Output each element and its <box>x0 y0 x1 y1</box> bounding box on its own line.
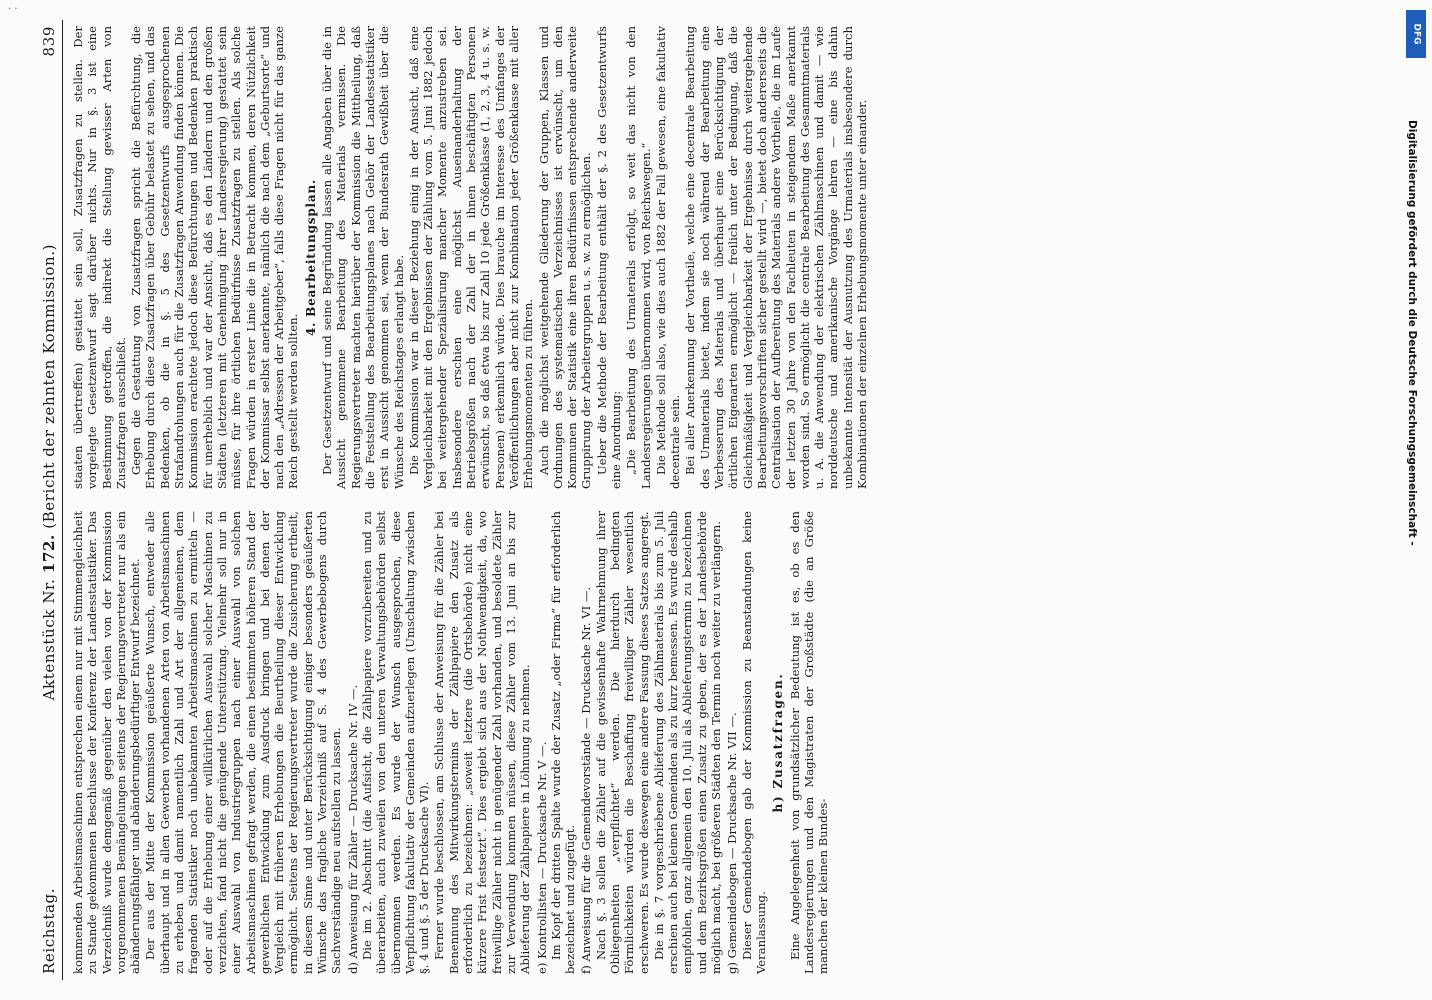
section-item: e) Kontrollisten — Drucksache Nr. V —. <box>534 741 549 974</box>
left-column <box>71 511 870 974</box>
paragraph: staaten übertreffen) gestattet sein soll, Zusatzfragen zu stellen. Der vorgelegte Gesetzentwurf sagt darüber nichts. Nur in §. 3 ist eine Bestimmung getroffen, die indirekt die Stellung gewisser Arten von Zusatzfragen ausschließt. <box>71 26 128 489</box>
commission-label: (Bericht der zehnten Kommission.) <box>40 243 58 529</box>
quotation: „Die Bearbeitung des Urmaterials erfolgt, so weit das nicht von den Landesregierungen übernommen wird, von Reichswegen.“ <box>624 26 653 489</box>
paragraph: Gegen die Gestattung von Zusatzfragen spricht die Befürchtung, die Erhebung durch diese Zusatzfragen über Gebühr belastet zu sehen, und das Bedenken, ob die in §. 5 des Gesetzentwurfs ausgesprochenen Strafandrohungen auch für die Zusatzfragen Anwendung finden können. Die Kommission erachtete jedoch diese Befürchtungen und Bedenken praktisch für unerheblich und war der Ansicht, daß es den Ländern und den großen Städten (letzteren mit Genehmigung ihrer Landesregierung) gestattet sein müsse, für ihre örtlichen Bedürfnisse Zusatzfragen zu stellen. Als solche Fragen würden in erster Linie die in Betracht kommen, deren Nützlichkeit der Kommissar selbst anerkannte, nämlich die nach dem „Geburtsorte“ und nach den „Adressen der Arbeitgeber“, falls diese Fragen nicht für das ganze Reich gestellt werden sollten. <box>129 26 301 489</box>
paragraph: Bei aller Anerkennung der Vortheile, welche eine decentrale Bearbeitung des Urmaterials bietet, indem sie noch während der Bearbeitung eine Verbesserung des Materials und überhaupt eine Berücksichtigung der örtlichen Eigenarten ermöglicht — freilich unter der Bedingung, daß die Gleichmäßigkeit und Vergleichbarkeit der Ergebnisse durch weitergehende Bearbeitungsvorschriften sicher gestellt wird —, bietet doch andererseits die Centralisation der Aufbereitung des Materials andere Vortheile, die im Laufe der letzten 30 Jahre von den Fachleuten in steigendem Maße anerkannt worden sind. So ermöglicht die centrale Bearbeitung des Gesammtmaterials u. A. die Anwendung der elektrischen Zählmaschinen und damit — wie norddeutsche und amerikanische Vorgänge lehren — eine bis dahin unbekannte Intensität der Ausnutzung des Urmaterials insbesondere durch Kombinationen der einzelnen Erhebungsmomente unter einander. <box>683 26 870 489</box>
paragraph: Die Methode soll also, wie dies auch 1882 der Fall gewesen, eine fakultativ decentrale sein. <box>653 26 683 489</box>
paragraph: Nach §. 3 sollen die Zähler auf die gewissenhafte Wahrnehmung ihrer Obliegenheiten „verpflichtet“ werden. Die hierdurch bedingten Förmlichkeiten würden die Beschaffung freiwilliger Zähler wesentlich erschweren. Es wurde deswegen eine andere Fassung dieses Satzes angeregt. <box>593 511 651 974</box>
dfg-logo-text: DFG <box>1411 23 1422 45</box>
dfg-logo <box>1406 10 1426 58</box>
running-head <box>40 20 63 980</box>
page-number: 839 <box>40 26 58 57</box>
paragraph: Die in §. 7 vorgeschriebene Ablieferung des Zählmaterials bis zum 5. Juli erschien auch bei kleinen Gemeinden als zu kurz bemessen. Es wurde deshalb empfohlen, ganz allgemein den 10. Juli als Ablieferungstermin zu bezeichnen und dem Bezirksgrößen einen Zusatz zu geben, der es der Landesbehörde möglich macht, bei größeren Städten den Termin noch weiter zu verlängern. <box>651 511 724 974</box>
document-number: 172. <box>40 534 58 574</box>
right-column <box>71 26 870 489</box>
paragraph: Auch die möglichst weitgehende Gliederung der Gruppen, Klassen und Ordnungen des systematischen Verzeichnisses ist erwünscht, um den Kommunen der Statistik eine ihren Bedürfnissen entsprechende anderweite Gruppirung der Arbeitergruppen u. s. w. zu ermöglichen. <box>536 26 594 489</box>
section-heading: 4. Bearbeitungsplan. <box>303 179 318 336</box>
section-item: f) Anweisung für die Gemeindevorstände — Drucksache Nr. VI —. <box>579 586 594 974</box>
text-columns <box>63 20 870 980</box>
paragraph: Dieser Gemeindebogen gab der Kommission zu Beanstandungen keine Veranlassung. <box>739 511 768 974</box>
paragraph: Im Kopf der dritten Spalte wurde der Zusatz „oder Firma“ für erforderlich bezeichnet und zugefügt. <box>548 511 578 974</box>
document-label: Aktenstück Nr. <box>40 578 58 701</box>
section-heading: h) Zusatzfragen. <box>771 672 786 813</box>
paragraph: Die Kommission war in dieser Beziehung einig in der Ansicht, daß eine Vergleichbarkeit mit den Ergebnissen der Zählung vom 5. Juni 1882 jedoch bei weitergehender Spezialisirung mancher Momente anzustreben sei. Insbesondere erschien eine möglichst Auseinanderhaltung der Betriebsgrößen nach der Zahl der in ihnen beschäftigten Personen erwünscht, so daß etwa bis zur Zahl 10 jede Größenklasse (1, 2, 3, 4 u. s. w. Personen) erkennlich würde. Dies brauche im Interesse des Umfanges der Veröffentlichungen aber nicht zur Kombination jeder Größenklasse mit aller Erhebungsmomenten zu führen. <box>406 26 536 489</box>
digitization-notice-text: Digitalisierung gefördert durch die Deutsche Forschungsgemeinschaft - <box>1406 120 1418 546</box>
section-item: d) Anweisung für Zähler — Drucksache Nr. IV —. <box>345 684 360 974</box>
running-head-center <box>40 244 58 700</box>
paragraph: Eine Angelegenheit von grundsätzlicher Bedeutung ist es, ob es den Landesregierungen und den Magistraten der Großstädte (die an Größe manchen der kleinen Bundes- <box>787 511 831 974</box>
rotated-page-content <box>40 20 1360 980</box>
digitization-notice <box>1400 120 1426 880</box>
paragraph: Ueber die Methode der Bearbeitung enthält der §. 2 des Gesetzentwurfs eine Anordnung: <box>594 26 623 489</box>
paragraph: Der Gesetzentwurf und seine Begründung lassen alle Angaben über die in Aussicht genommene Bearbeitung des Materials vermissen. Die Regierungsvertreter machten hierüber der Kommission die Mittheilung, daß die Feststellung des Bearbeitungsplanes nach Gehör der Landesstatistiker erst in Aussicht genommen sei, wenn der Bundesrath Gewißheit über die Wünsche des Reichstages erlangt habe. <box>320 26 406 489</box>
running-head-left: Reichstag. <box>40 887 58 974</box>
scan-marks: · · <box>8 4 18 15</box>
paragraph: Die im 2. Abschnitt (die Aufsicht, die Zählpapiere vorzubereiten und zu überarbeiten, auch zuweilen von den unteren Verwaltungsbehörden selbst übernommen werden. Es wurde der Wunsch ausgesprochen, diese Verpflichtung fakultativ der Gemeinden aufzuerlegen (Umschaltung zwischen §. 4 und §. 5 der Drucksache VI). <box>359 511 432 974</box>
paragraph: kommenden Arbeitsmaschinen entsprechen einem nur mit Stimmengleichheit zu Stande gekommenen Beschlusse der Konferenz der Landesstatistiker. Das Verzeichniß wurde demgemäß gegenüber den vielen von der Kommission vorgenommenen Bemängelungen seitens der Regierungsvertreter nur als ein abänderungsfähiger und abänderungsbedürftiger Entwurf bezeichnet. <box>71 511 143 974</box>
paragraph: Ferner wurde beschlossen, am Schlusse der Anweisung für die Zähler bei Benennung des Mitwirkungstermins der Zählpapiere den Zusatz als erforderlich zu bezeichnen: „soweit letztere (die Ortsbehörde) nicht eine kürzere Frist festsetzt“. Dies ergiebt sich aus der Nothwendigkeit, da, wo freiwillige Zähler nicht in genügender Zahl vorhanden, und besoldete Zähler zur Verwendung kommen müssen, diese Zähler vom 13. Juni an bis zur Ablieferung der Zählpapiere in Löhnung zu nehmen. <box>432 511 533 974</box>
section-item: g) Gemeindebogen — Drucksache Nr. VII —. <box>725 712 740 974</box>
paragraph: Der aus der Mitte der Kommission geäußerte Wunsch, entweder alle überhaupt und in allen Gewerben vorhandenen Arten von Arbeitsmaschinen zu erheben und damit namentlich Zahl und Art der allgemeinen, dem fragenden Statistiker noch unbekannten Arbeitsmaschinen zu ermitteln — oder auf die Erhebung einer willkürlichen Auswahl solcher Maschinen zu verzichten, fand nicht die genügende Unterstützung. Vielmehr soll nur in einer Auswahl von Industriegruppen nach einer Auswahl von solchen Arbeitsmaschinen gefragt werden, die einen bestimmten höheren Stand der gewerblichen Entwicklung zum Ausdruck bringen und bei denen der Vergleich mit früheren Erhebungen die Beurtheilung dieser Entwicklung ermöglicht. Seitens der Regierungsvertreter wurde die Zusicherung ertheilt, in diesem Sinne und unter Berücksichtigung einiger besonders geäußerten Wünsche das fragliche Verzeichniß auf S. 4 des Gewerbebogens durch Sachverständige neu aufstellen zu lassen. <box>143 511 344 974</box>
